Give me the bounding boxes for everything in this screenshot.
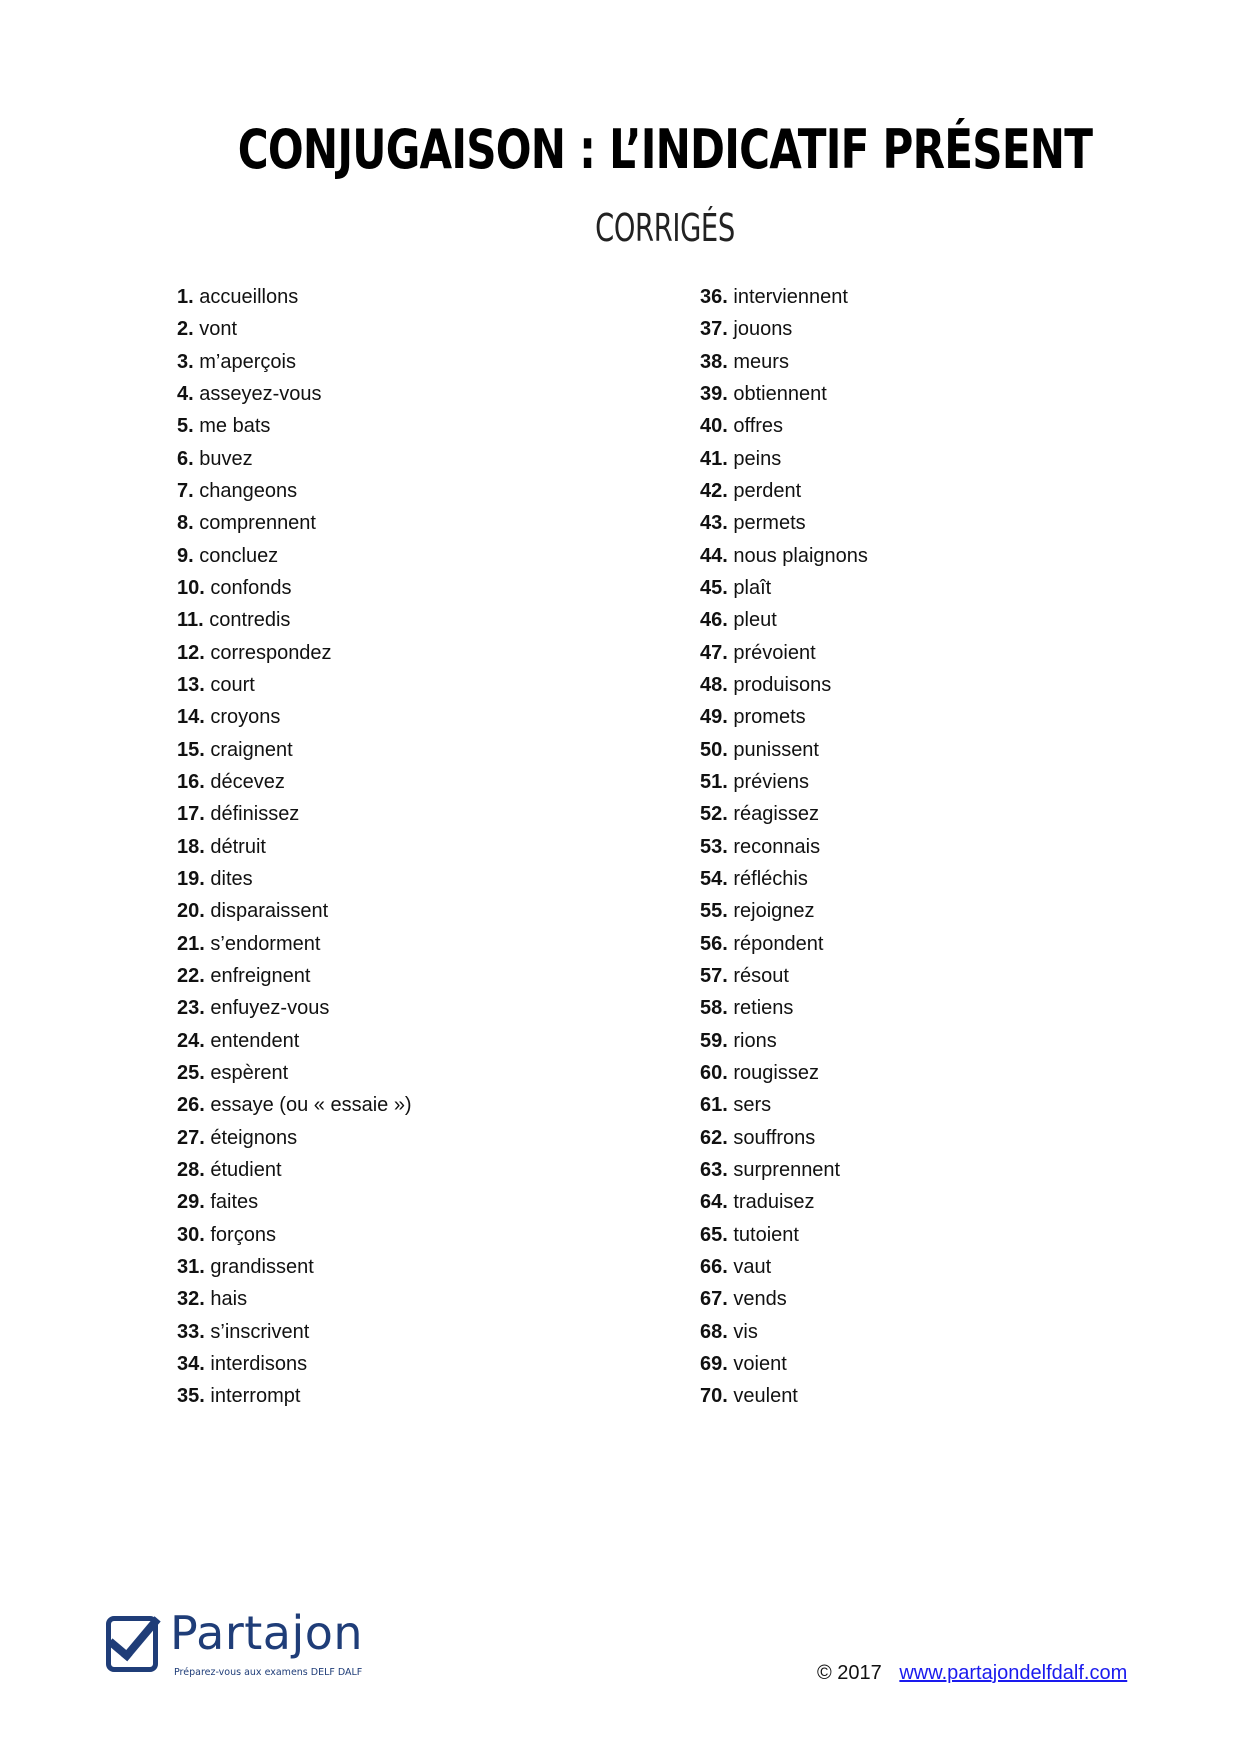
answer-text: faites [210,1191,259,1214]
answer-text: surprennent [733,1158,841,1181]
answer-text: préviens [733,770,809,793]
answer-number: 46. [700,609,728,632]
answer-text: espèrent [210,1061,289,1084]
answer-item [177,863,412,895]
answer-text: dites [210,867,253,890]
answer-number: 20. [177,900,205,923]
answer-number: 18. [177,835,205,858]
answer-number: 10. [177,576,205,599]
answer-item [177,637,412,669]
answer-number: 27. [177,1126,205,1149]
answer-number: 40. [700,415,728,438]
answer-text: me bats [199,415,271,438]
answer-number: 29. [177,1191,205,1214]
answer-item [177,1186,412,1218]
page-subtitle: CORRIGÉS [595,206,735,250]
answer-item [177,1057,412,1089]
answer-item [700,766,868,798]
answer-item [177,1122,412,1154]
answer-item [177,1251,412,1283]
checkbox-check-icon [106,1616,158,1672]
answer-text: réfléchis [733,867,808,890]
answer-item [177,443,412,475]
answer-text: vends [733,1288,787,1311]
answer-number: 43. [700,512,728,535]
answer-text: concluez [199,544,279,567]
answer-number: 67. [700,1288,728,1311]
answer-item [700,1089,868,1121]
answer-number: 64. [700,1191,728,1214]
answer-text: m’aperçois [199,350,296,373]
logo-name: Partajon [170,1606,364,1660]
answer-item [700,928,868,960]
answer-item [700,475,868,507]
answer-text: s’endorment [210,932,321,955]
answer-number: 25. [177,1061,205,1084]
answer-item [177,604,412,636]
answer-number: 48. [700,673,728,696]
answer-item [700,992,868,1024]
answer-text: prévoient [733,641,816,664]
answer-item [700,1283,868,1315]
answer-text: jouons [733,318,793,341]
answer-number: 9. [177,544,194,567]
logo-tagline: Préparez-vous aux examens DELF DALF [174,1667,363,1678]
answer-number: 58. [700,997,728,1020]
answer-item [177,766,412,798]
answer-number: 38. [700,350,728,373]
answer-number: 60. [700,1061,728,1084]
answer-item [700,701,868,733]
answer-item [177,1154,412,1186]
answer-number: 63. [700,1158,728,1181]
answer-number: 1. [177,286,194,308]
answer-number: 26. [177,1094,205,1117]
partajon-logo [106,1606,416,1694]
answer-item [177,572,412,604]
answer-number: 70. [700,1385,728,1408]
answer-item [177,1025,412,1057]
answer-text: accueillons [199,286,299,308]
answer-text: enfreignent [210,964,311,987]
answer-number: 31. [177,1255,205,1278]
answer-item [700,895,868,927]
answer-text: punissent [733,738,819,761]
answer-number: 65. [700,1223,728,1246]
answer-text: court [210,673,255,696]
answer-number: 6. [177,447,194,470]
answer-number: 57. [700,964,728,987]
answer-text: entendent [210,1029,300,1052]
answer-number: 30. [177,1223,205,1246]
answer-text: vont [199,318,238,341]
answer-item [700,378,868,410]
answer-text: offres [733,415,784,438]
answer-text: hais [210,1288,248,1311]
answer-number: 4. [177,382,194,405]
answer-text: grandissent [210,1255,314,1278]
answer-text: s’inscrivent [210,1320,310,1343]
answer-item [700,443,868,475]
answer-number: 34. [177,1352,205,1375]
answer-number: 23. [177,997,205,1020]
answer-number: 22. [177,964,205,987]
answer-number: 49. [700,706,728,729]
answer-number: 45. [700,576,728,599]
answer-text: interdisons [210,1352,308,1375]
answer-text: détruit [210,835,266,858]
website-link[interactable]: www.partajondelfdalf.com [899,1662,1128,1684]
answer-text: confonds [210,576,292,599]
answer-item [700,507,868,539]
answer-number: 55. [700,900,728,923]
answer-item [700,960,868,992]
answer-item [700,313,868,345]
answer-text: répondent [733,932,824,955]
answer-number: 2. [177,318,194,341]
answer-text: craignent [210,738,293,761]
answer-item [700,669,868,701]
answer-number: 16. [177,770,205,793]
answer-number: 33. [177,1320,205,1343]
answer-item [177,928,412,960]
answer-number: 39. [700,382,728,405]
answer-item [700,734,868,766]
answer-text: définissez [210,803,300,826]
answer-item [700,604,868,636]
answer-text: souffrons [733,1126,816,1149]
answer-text: asseyez-vous [199,382,322,405]
answer-text: tutoient [733,1223,799,1246]
answer-text: essaye (ou « essaie ») [210,1094,412,1117]
answer-text: rejoignez [733,900,815,923]
answer-text: meurs [733,350,789,373]
answer-item [177,831,412,863]
answer-text: produisons [733,673,832,696]
answer-text: contredis [209,609,291,632]
answer-text: reconnais [733,835,821,858]
answer-item [177,346,412,378]
answer-text: disparaissent [210,900,329,923]
answer-number: 47. [700,641,728,664]
answer-number: 19. [177,867,205,890]
answer-number: 37. [700,318,728,341]
answer-item [177,313,412,345]
answer-text: forçons [210,1223,276,1246]
answer-item [177,1283,412,1315]
answer-number: 50. [700,738,728,761]
answer-text: vaut [733,1255,772,1278]
answer-number: 41. [700,447,728,470]
answer-item [177,1089,412,1121]
answer-item [700,1219,868,1251]
answer-item [700,1122,868,1154]
answer-item [177,1380,412,1412]
answer-number: 51. [700,770,728,793]
answer-number: 13. [177,673,205,696]
answer-item [177,734,412,766]
answer-number: 66. [700,1255,728,1278]
answer-text: vis [733,1320,758,1343]
answer-item [700,1154,868,1186]
answer-text: enfuyez-vous [210,997,330,1020]
answer-number: 54. [700,867,728,890]
answer-text: permets [733,512,806,535]
answer-text: pleut [733,609,777,632]
answer-text: rions [733,1029,777,1052]
answer-item [700,281,868,313]
answer-number: 24. [177,1029,205,1052]
answer-text: interrompt [210,1385,301,1408]
answer-number: 59. [700,1029,728,1052]
answer-text: correspondez [210,641,332,664]
answer-item [177,1316,412,1348]
answer-text: décevez [210,770,285,793]
answer-item [700,1251,868,1283]
answer-number: 53. [700,835,728,858]
answer-item [700,410,868,442]
answer-item [700,540,868,572]
answer-text: traduisez [733,1191,815,1214]
answer-item [700,346,868,378]
answer-number: 36. [700,286,728,308]
answer-text: rougissez [733,1061,819,1084]
answer-item [177,798,412,830]
answer-item [700,863,868,895]
answer-number: 7. [177,479,194,502]
answer-item [700,1316,868,1348]
answer-text: promets [733,706,806,729]
answer-item [177,960,412,992]
answer-number: 35. [177,1385,205,1408]
answer-text: comprennent [199,512,316,535]
answer-number: 62. [700,1126,728,1149]
answer-item [177,1348,412,1380]
answer-item [177,507,412,539]
answer-text: changeons [199,479,298,502]
answer-text: interviennent [733,286,848,308]
answer-text: buvez [199,447,253,470]
answer-number: 42. [700,479,728,502]
answer-text: perdent [733,479,802,502]
answer-number: 61. [700,1094,728,1117]
answer-item [700,1348,868,1380]
answer-item [700,1025,868,1057]
answer-item [700,798,868,830]
answer-number: 52. [700,803,728,826]
answer-number: 28. [177,1158,205,1181]
answer-item [700,1057,868,1089]
answer-item [177,895,412,927]
answer-item [700,1380,868,1412]
answer-item [177,1219,412,1251]
page-title: CONJUGAISON : L’INDICATIF PRÉSENT [237,118,1093,181]
answer-number: 21. [177,932,205,955]
answer-list-left [177,281,412,1412]
answer-number: 8. [177,512,194,535]
answer-number: 69. [700,1352,728,1375]
answer-number: 14. [177,706,205,729]
answer-item [700,637,868,669]
answer-text: nous plaignons [733,544,868,567]
answer-text: éteignons [210,1126,298,1149]
answer-text: retiens [733,997,794,1020]
answer-number: 56. [700,932,728,955]
answer-item [177,378,412,410]
answer-number: 5. [177,415,194,438]
answer-item [177,281,412,313]
answer-item [177,669,412,701]
answer-text: résout [733,964,789,987]
answer-list-right [700,281,868,1412]
answer-item [177,701,412,733]
answer-item [700,1186,868,1218]
answer-number: 32. [177,1288,205,1311]
footer [817,1662,1127,1685]
answer-number: 15. [177,738,205,761]
answer-text: voient [733,1352,787,1375]
answer-text: réagissez [733,803,819,826]
answer-text: étudient [210,1158,282,1181]
answer-text: plaît [733,576,772,599]
answer-number: 44. [700,544,728,567]
answer-text: veulent [733,1385,798,1408]
answer-item [177,410,412,442]
answer-number: 68. [700,1320,728,1343]
answer-number: 3. [177,350,194,373]
answer-text: croyons [210,706,281,729]
answer-item [177,540,412,572]
answer-item [177,992,412,1024]
answer-text: peins [733,447,782,470]
copyright-text: © 2017 [817,1662,882,1684]
answer-number: 12. [177,641,205,664]
answer-item [177,475,412,507]
answer-number: 11. [177,609,204,632]
answer-number: 17. [177,803,205,826]
answer-text: sers [733,1094,772,1117]
answer-text: obtiennent [733,382,827,405]
answer-item [700,831,868,863]
answer-item [700,572,868,604]
